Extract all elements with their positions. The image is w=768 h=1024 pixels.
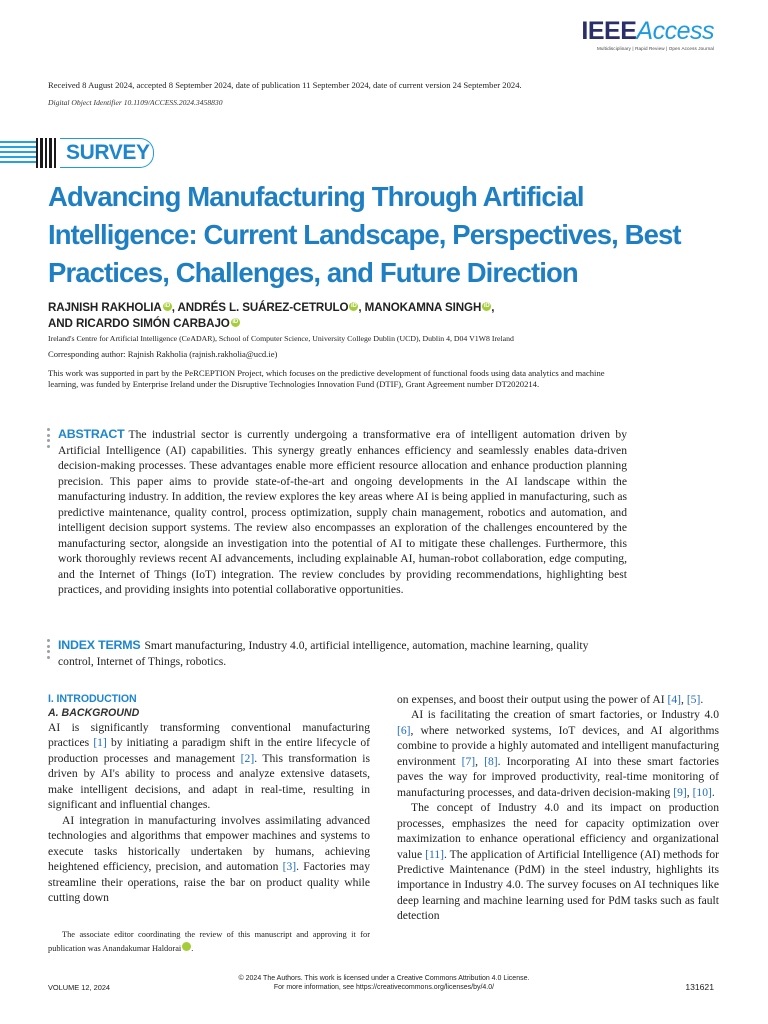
body-column-right <box>397 692 719 924</box>
author-list: RAJNISH RAKHOLIA iD , ANDRÉS L. SUÁREZ-CETRULO iD , MANOKAMNA SINGH iD , AND RICARDO SIMÓN CARBAJO iD <box>48 301 495 330</box>
citation-link[interactable]: [6] <box>397 723 411 737</box>
citation-link[interactable]: [1] <box>93 736 107 750</box>
citation-link[interactable]: [4] <box>667 693 682 706</box>
paper-title: Advancing Manufacturing Through Artificial Intelligence: Current Landscape, Perspectives, Best Practices, Challenges, and Future Direction <box>48 181 681 288</box>
citation-link[interactable]: [3] <box>282 860 297 874</box>
logo-ieee: IEEE <box>581 17 637 45</box>
orcid-icon[interactable]: iD <box>232 319 239 325</box>
corresponding-author: Corresponding author: Rajnish Rakholia (rajnish.rakholia@ucd.ie) <box>48 349 278 359</box>
abstract-text: The industrial sector is currently undergoing a transformative era of intelligent automation driven by Artificial Intelligence (AI) capabilities. This synergy greatly enhances efficiency and seamlessly enables data-driven decision-making processes. These advantages enable more efficient resource allocation and enhance production planning precision. This paper aims to provide state-of-the-art and ongoing developments in the AI landscape within the manufacturing industry. In addition, the review explores the key areas where AI is being applied in manufacturing, such as predictive maintenance, quality control, process optimization, supply chain management, robotics and automation, and intelligent decision support systems. The review also encompasses an exploration of the challenges encountered by the manufacturing sector, alongside an investigation into the potential of AI to mitigate these challenges. Furthermore, this work thoroughly reviews recent AI advancements, including explainable AI, human-robot collaboration, edge computing, and the Internet of Things (IoT) integration. The review concludes by providing recommendations, highlighting best practices, and providing insights into potential collaborative opportunities. <box>58 428 627 596</box>
author-name: AND RICARDO SIMÓN CARBAJO <box>48 317 230 330</box>
paragraph: on expenses, and boost their output using the power of AI [4], [5]. <box>397 693 704 706</box>
logo-tagline: Multidisciplinary | Rapid Review | Open Access Journal <box>596 46 714 51</box>
license-line: © 2024 The Authors. This work is licensed under a Creative Commons Attribution 4.0 License. <box>238 975 530 982</box>
index-terms-label: INDEX TERMS <box>58 638 141 652</box>
abstract <box>58 427 627 598</box>
orcid-icon[interactable]: iD <box>350 303 357 309</box>
license-link[interactable]: For more information, see https://creativecommons.org/licenses/by/4.0/ <box>273 984 495 991</box>
doi: Digital Object Identifier 10.1109/ACCESS.2024.3458830 <box>48 98 223 107</box>
index-terms-dots-icon <box>47 639 51 661</box>
subsection-heading: A. BACKGROUND <box>48 707 140 719</box>
orcid-icon[interactable]: iD <box>483 303 490 309</box>
paragraph: AI is significantly transforming conventional manufacturing practices [1] by initiating a paradigm shift in the entire lifecycle of production processes and management [2]. This transformation is driven by AI's ability to process and analyze extensive datasets, make intelligent decisions, and adapt in real-time, resulting in significant and influential changes. <box>48 721 371 812</box>
orcid-icon[interactable]: iD <box>182 942 191 951</box>
banner-bars-icon <box>36 138 56 168</box>
page-number: 131621 <box>685 982 714 992</box>
citation-link[interactable]: [2] <box>240 751 255 765</box>
ieee-access-logo <box>581 18 714 51</box>
survey-label: SURVEY <box>66 141 150 164</box>
index-terms <box>58 638 627 669</box>
affiliation: Ireland's Centre for Artificial Intelligence (CeADAR), School of Computer Science, University College Dublin (UCD), Dublin 4, D04 V1W8 Ireland <box>48 334 514 343</box>
author-name: MANOKAMNA SINGH <box>364 301 482 314</box>
paragraph: The concept of Industry 4.0 and its impact on production processes, emphasizes the need for capacity optimization over maximization to enhance operational efficiency and organizational value [11]. The application of Artificial Intelligence (AI) methods for Predictive Maintenance (PdM) in the steel industry, highlights its importance in Industry 4.0. The survey focuses on AI techniques like deep learning and machine learning used for PdM tasks such as fault detection <box>397 801 719 923</box>
index-terms-text: Smart manufacturing, Industry 4.0, artificial intelligence, automation, machine learning, quality control, Internet of Things, robotics. <box>58 639 589 668</box>
body-column-left <box>48 692 370 905</box>
funding-statement: This work was supported in part by the PeRCEPTION Project, which focuses on the predictive development of functional foods using data analytics and machine learning, was funded by Enterprise Ireland under the Disruptive Technologies Innovation Fund (DTIF), Grant Agreement number DT2020214. <box>48 368 605 390</box>
orcid-icon[interactable]: iD <box>164 303 171 309</box>
author-name: RAJNISH RAKHOLIA <box>48 301 162 314</box>
citation-link[interactable]: [11] <box>425 847 444 861</box>
survey-badge <box>60 138 154 168</box>
paragraph: AI integration in manufacturing involves assimilating advanced technologies and algorithms that empower machines and systems to execute tasks historically undertaken by humans, achieving heightened efficiency, precision, and automation [3]. Factories may streamline their operations, raise the bar on product quality while cutting down <box>48 813 371 904</box>
logo-access: Access <box>636 17 714 45</box>
license-footer <box>0 974 768 992</box>
section-heading: I. INTRODUCTION <box>48 693 137 705</box>
citation-link[interactable]: [8] <box>484 754 498 768</box>
citation-link[interactable]: [9] <box>673 785 687 799</box>
received-dates: Received 8 August 2024, accepted 8 September 2024, date of publication 11 September 2024, date of current version 24 September 2024. <box>48 80 522 90</box>
author-name: ANDRÉS L. SUÁREZ-CETRULO <box>177 301 349 314</box>
editor-footnote: The associate editor coordinating the review of this manuscript and approving it for publication was Anandakumar Haldorai iD. <box>48 930 370 953</box>
citation-link[interactable]: [7] <box>461 754 476 768</box>
citation-link[interactable]: [10] <box>692 785 712 799</box>
abstract-dots-icon <box>47 428 51 450</box>
citation-link[interactable]: [5] <box>686 693 701 706</box>
abstract-label: ABSTRACT <box>58 427 125 441</box>
volume-label: VOLUME 12, 2024 <box>48 983 111 992</box>
paragraph: AI is facilitating the creation of smart factories, or Industry 4.0 [6], where networked systems, IoT devices, and AI algorithms combine to provide a highly automated and intelligent manufacturing environment [7], [8]. Incorporating AI into these smart factories paves the way for improved productivity, real-time monitoring of manufacturing processes, and data-driven decision-making [9], [10]. <box>397 708 719 799</box>
